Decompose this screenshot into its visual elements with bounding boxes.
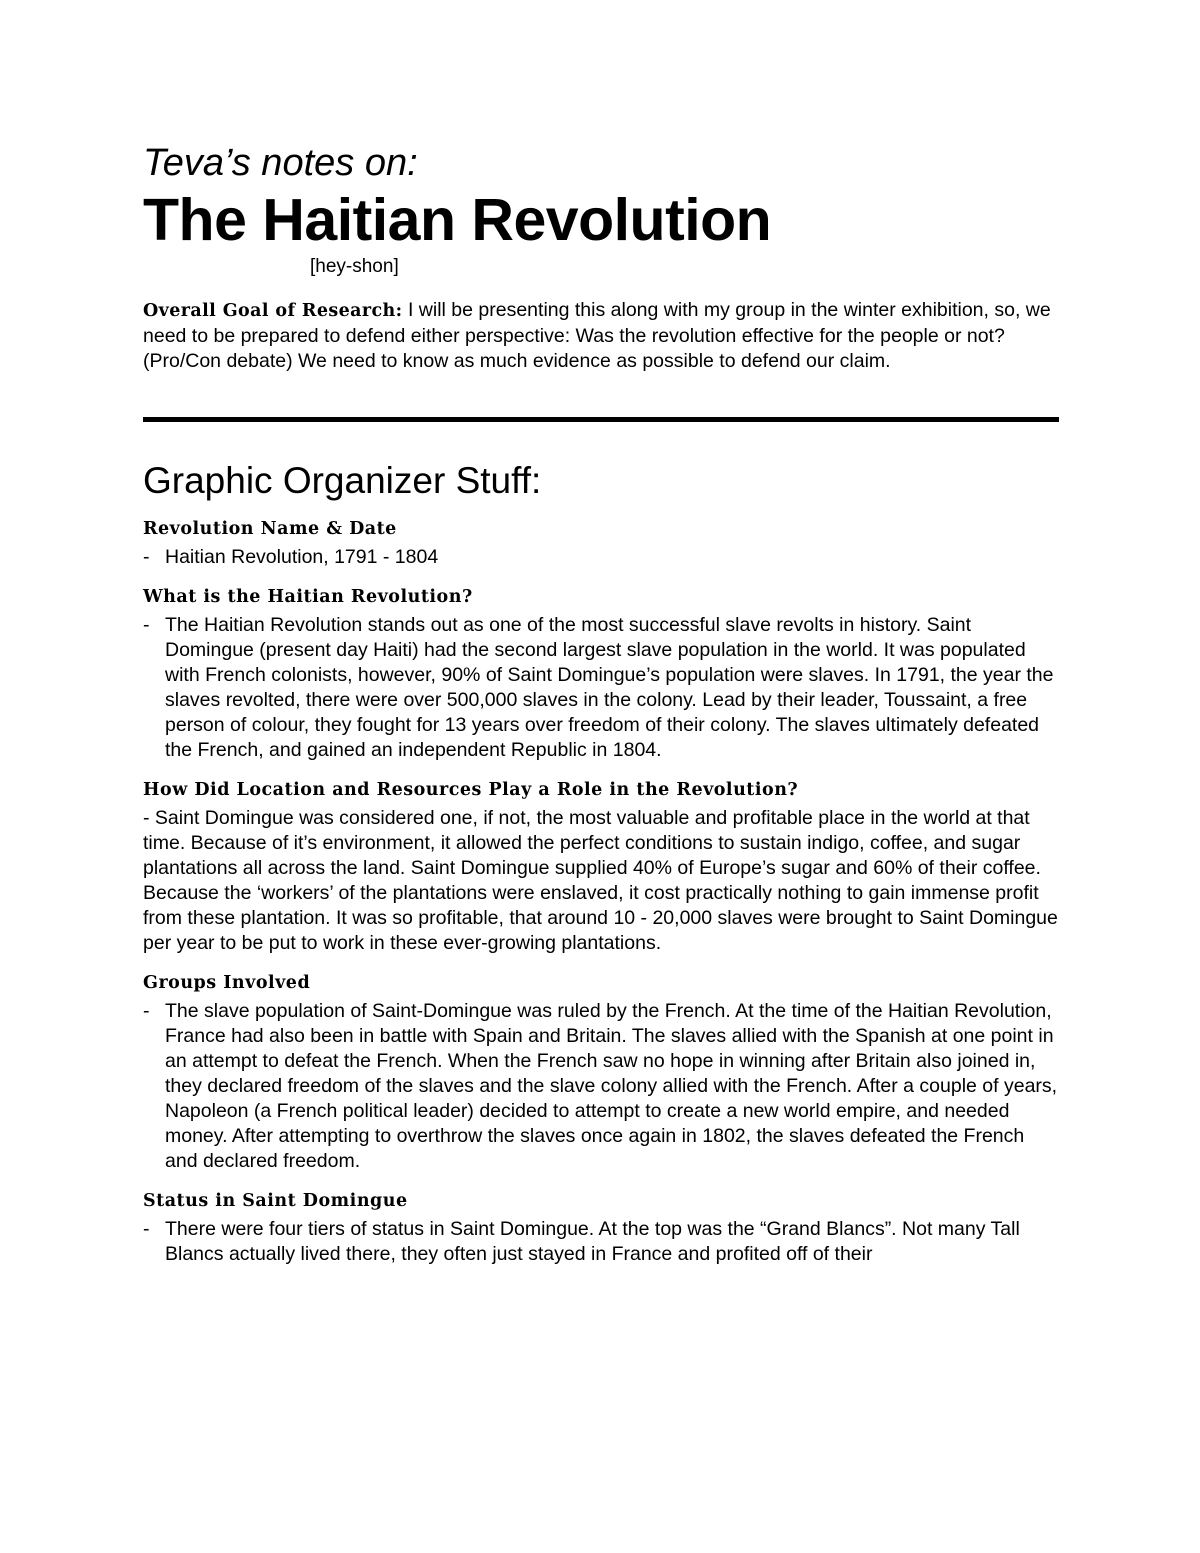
bullet-dash: -	[143, 546, 150, 568]
heading-groups-involved: Groups Involved	[143, 973, 311, 993]
bullet-dash: -	[143, 1000, 150, 1022]
bullet-text: The Haitian Revolution stands out as one of the most successful slave revolts in history. Saint Domingue (present day Haiti) had the second largest slave population in the world. It was populated with French colonists, however, 90% of Saint Domingue’s population were slaves. In 1791, the year the slaves revolted, there were over 500,000 slaves in the colony. Lead by their leader, Toussaint, a free person of colour, they fought for 13 years over freedom of their colony. The slaves ultimately defeated the French, and gained an independent Republic in 1804.	[165, 614, 1054, 761]
bullet-text: Haitian Revolution, 1791 - 1804	[165, 546, 439, 568]
heading-revolution-name-date: Revolution Name & Date	[143, 519, 397, 539]
bullet-what-is-revolution	[143, 613, 1059, 763]
document-subtitle: Teva’s notes on:	[143, 142, 418, 184]
bullet-groups-involved	[143, 999, 1059, 1174]
research-goal-text: I will be presenting this along with my group in the winter exhibition, so, we need to be prepared to defend either perspective: Was the revolution effective for the people or not? (Pro/Con debate) We need to know as much evidence as possible to defend our claim.	[143, 299, 1051, 372]
document-page	[143, 140, 1059, 1267]
heading-what-is-revolution: What is the Haitian Revolution?	[143, 587, 473, 607]
bullet-text: The slave population of Saint-Domingue was ruled by the French. At the time of the Haitian Revolution, France had also been in battle with Spain and Britain. The slaves allied with the Spanish at one point in an attempt to defeat the French. When the French saw no hope in winning after Britain also joined in, they declared freedom of the slaves and the slave colony allied with the French. After a couple of years, Napoleon (a French political leader) decided to attempt to create a new world empire, and needed money. After attempting to overthrow the slaves once again in 1802, the slaves defeated the French and declared freedom.	[165, 1000, 1058, 1172]
heading-status-saint-domingue: Status in Saint Domingue	[143, 1191, 408, 1211]
document-title: The Haitian Revolution	[143, 187, 772, 253]
bullet-text: There were four tiers of status in Saint Domingue. At the top was the “Grand Blancs”. Not many Tall Blancs actually lived there, they often just stayed in France and profited off of their	[165, 1218, 1020, 1265]
bullet-dash: -	[143, 1218, 150, 1240]
bullet-revolution-name-date	[143, 545, 1059, 570]
bullet-status-saint-domingue	[143, 1217, 1059, 1267]
section-divider	[143, 417, 1059, 422]
research-goal-label: Overall Goal of Research:	[143, 301, 403, 321]
research-goal	[143, 298, 1059, 374]
heading-location-resources: How Did Location and Resources Play a Role in the Revolution?	[143, 780, 799, 800]
paragraph-location-resources: - Saint Domingue was considered one, if not, the most valuable and profitable place in the world at that time. Because of it’s environment, it allowed the perfect conditions to sustain indigo, coffee, and sugar plantations all across the land. Saint Domingue supplied 40% of Europe’s sugar and 60% of their coffee. Because the ‘workers’ of the plantations were enslaved, it cost practically nothing to gain immense profit from these plantation. It was so profitable, that around 10 - 20,000 slaves were brought to Saint Domingue per year to be put to work in these ever-growing plantations.	[143, 807, 1058, 954]
bullet-dash: -	[143, 614, 150, 636]
pronunciation-guide: [hey-shon]	[310, 256, 399, 277]
section-title: Graphic Organizer Stuff:	[143, 460, 542, 501]
